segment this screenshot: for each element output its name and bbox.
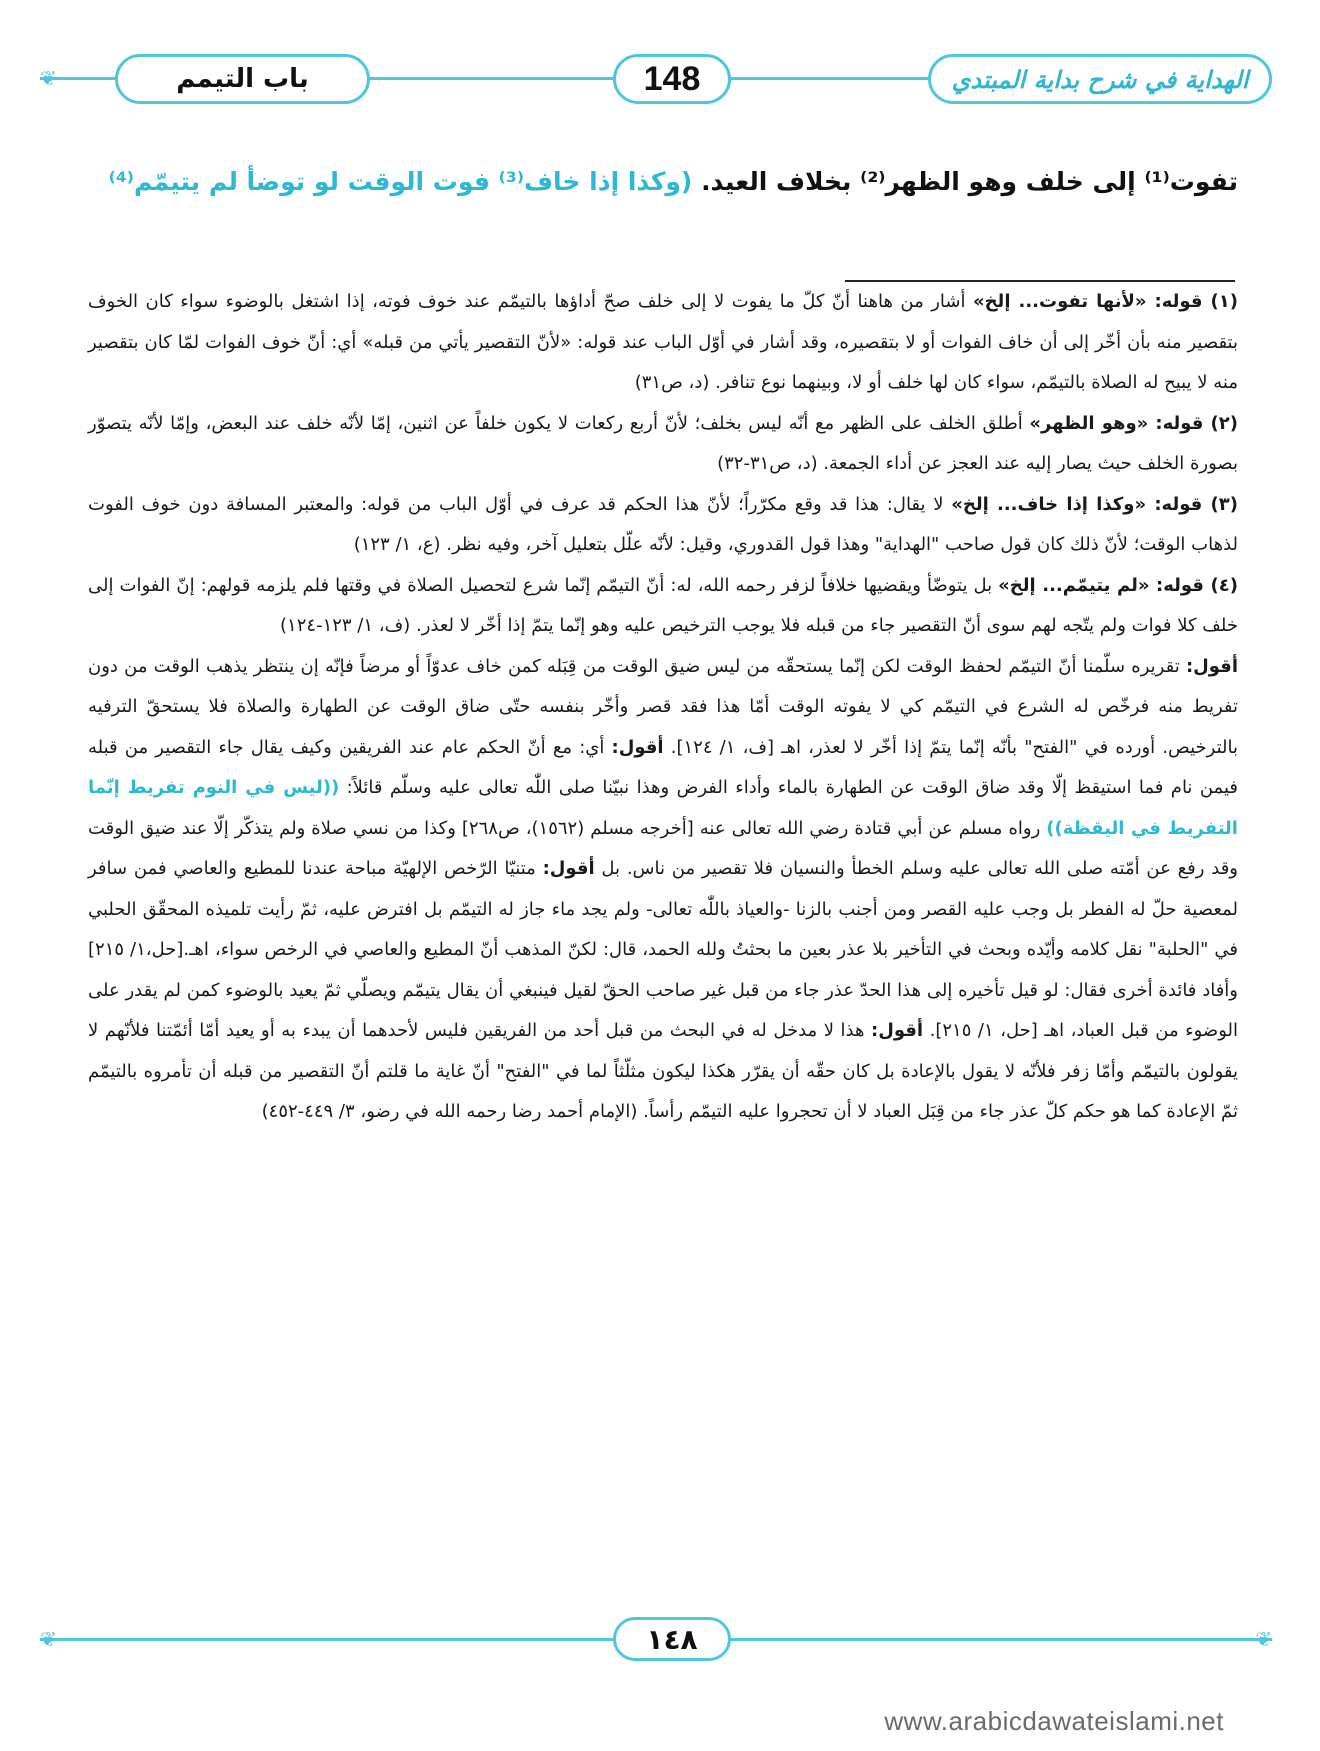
main-text-quote: (وكذا إذا خاف⁽³⁾ فوت الوقت لو توضأ لم يتيمّم⁽⁴⁾	[108, 167, 693, 196]
main-text-plain: تفوت⁽¹⁾ إلى خلف وهو الظهر⁽²⁾ بخلاف العيد.	[692, 167, 1238, 196]
footnote-2: (٢) قوله: «وهو الظهر» أطلق الخلف على الظهر مع أنّه ليس بخلف؛ لأنّ أربع ركعات لا يكون خلفاً عن اثنين، إمّا لأنّه خلف عند البعض، وإمّا لأنّه يتصوّر بصورة الخلف حيث يصار إليه عند العجز عن أداء الجمعة. (د، ص٣١-٣٢)	[88, 412, 1238, 474]
footer-ornament-right-icon: ❦	[1255, 1627, 1272, 1651]
page-footer	[40, 1615, 1272, 1665]
book-title: الهداية في شرح بداية المبتدي	[928, 54, 1272, 104]
page-number: 148	[613, 54, 731, 104]
footnote-4: (٤) قوله: «لم يتيمّم... إلخ» بل يتوضّأ ويقضيها خلافاً لزفر رحمه الله، له: أنّ التيمّم إنّما شرع لتحصيل الصلاة في وقتها فلم يلزمه قولهم: إنّ الفوات إلى خلف كلا فوات ولم يتّجه لهم سوى أنّ التقصير جاء من قبله فلا يوجب الترخيص عليه وهو إنّما يتمّ إذا أخّر لا لعذر. (ف، ١/ ١٢٣-١٢٤)	[88, 574, 1238, 636]
hadith-quote: ((ليس في النوم تفريط إنّما التفريط في اليقظة))	[88, 777, 1238, 839]
ornament-left-icon: ❦	[40, 66, 57, 90]
footnote-3: (٣) قوله: «وكذا إذا خاف... إلخ» لا يقال: هذا قد وقع مكرّراً؛ لأنّ هذا الحكم قد عرف في أوّل الباب من قوله: والمعتبر المسافة دون خوف الفوت لذهاب الوقت؛ لأنّ ذلك كان قول صاحب "الهداية" وهذا قول القدوري، وقيل: لأنّه علّل بتعليل آخر، وفيه نظر. (ع، ١/ ١٢٣)	[88, 493, 1238, 555]
footer-page-number: ١٤٨	[613, 1617, 731, 1661]
footnote-1: (١) قوله: «لأنها تفوت... إلخ» أشار من هاهنا أنّ كلّ ما يفوت لا إلى خلف صحّ أداؤها بالتيمّم عند خوف فوته، إذا اشتغل بالوضوء سواء كان الخوف بتقصير منه بأن أخّر إلى أن خاف الفوات أو لا بتقصيره، وقد أشار في أوّل الباب عند قوله: «لأنّ التقصير يأتي من قبله» أي: أنّ خوف الفوات لمّا كان بتقصير منه لا يبيح له الصلاة بالتيمّم، سواء كان لها خلف أو لا، وبينهما نوع تنافر. (د، ص٣١)	[88, 291, 1238, 393]
footnotes	[88, 282, 1238, 1133]
commentary-paragraph: أقول: تقريره سلّمنا أنّ التيمّم لحفظ الوقت لكن إنّما يستحقّه من ليس ضيق الوقت من قِبَله كمن خاف عدوّاً أو مرضاً فإنّه إن ينتظر يذهب الوقت من دون تفريط منه فرخّص له الشرع في التيمّم كي لا يفوته الوقت أمّا هذا فقد قصر وأخّر بنفسه حتّى ضاق الوقت عن الطهارة والصلاة فلا يستحقّ الترفيه بالترخيص. أورده في "الفتح" بأنّه إنّما يتمّ إذا أخّر لا لعذر، اهـ [ف، ١/ ١٢٤]. أقول: أي: مع أنّ الحكم عام عند الفريقين وكيف يقال جاء التقصير من قبله فيمن نام فما استيقظ إلّا وقد ضاق الوقت عن الطهارة بالماء وأداء الفرض وهذا نبيّنا صلى اللّٰه تعالى عليه وسلّم قائلاً: ((ليس في النوم تفريط إنّما التفريط في اليقظة)) رواه مسلم عن أبي قتادة رضي الله تعالى عنه [أخرجه مسلم (١٥٦٢)، ص٢٦٨] وكذا من نسي صلاة ولم يتذكّر إلّا عند ضيق الوقت وقد رفع عن أمّته صلى الله تعالى عليه وسلم الخطأ والنسيان فلا تقصير من ناس. بل أقول: متنيّا الرّخص الإلهيّة مباحة عندنا للمطيع والعاصي فمن سافر لمعصية حلّ له الفطر بل وجب عليه القصر ومن أجنب بالزنا -والعياذ باللّٰه تعالى- ولم يجد ماء جاز له التيمّم بل افترض عليه، ثمّ رأيت تلميذه المحقّق الحلبي في "الحلبة" نقل كلامه وأيّده وبحث في التأخير بلا عذر بعين ما بحثتُ ولله الحمد، قال: لكنّ المذهب أنّ المطيع والعاصي في الرخص سواء، اهـ.[حل،١/ ٢١٥] وأفاد فائدة أخرى فقال: لو قيل تأخيره إلى هذا الحدّ عذر جاء من قبل غير صاحب الحقّ لقيل فينبغي أن يقال يتيمّم ويصلّي ثمّ يعيد بالوضوء كمن لم يقدر على الوضوء من قبل العباد، اهـ [حل، ١/ ٢١٥]. أقول: هذا لا مدخل له في البحث من قبل أحد من الفريقين فليس لأحدهما أن يبدء به أو يعيد أمّا أئمّتنا فلأنّهم لا يقولون بالتيمّم وأمّا زفر فلأنّه لا يقول بالإعادة بل كان حقّه أن يقرّر هكذا ليكون مثلّثاً لما في "الفتح" أنّ غاية ما قلتم أنّ التقصير من قبله أن تأمروه بالتيمّم ثمّ الإعادة كما هو حكم كلّ عذر جاء من قِبَل العباد لا أن تحجروا عليه التيمّم رأساً. (الإمام أحمد رضا رحمه الله في رضو، ٣/ ٤٤٩-٤٥٢)	[88, 655, 1239, 1122]
website-link[interactable]: www.arabicdawateislami.net	[884, 1706, 1224, 1736]
page-header	[40, 48, 1272, 110]
footer-ornament-left-icon: ❦	[40, 1627, 57, 1651]
chapter-title: باب التيمم	[115, 54, 370, 104]
main-text	[88, 160, 1238, 204]
